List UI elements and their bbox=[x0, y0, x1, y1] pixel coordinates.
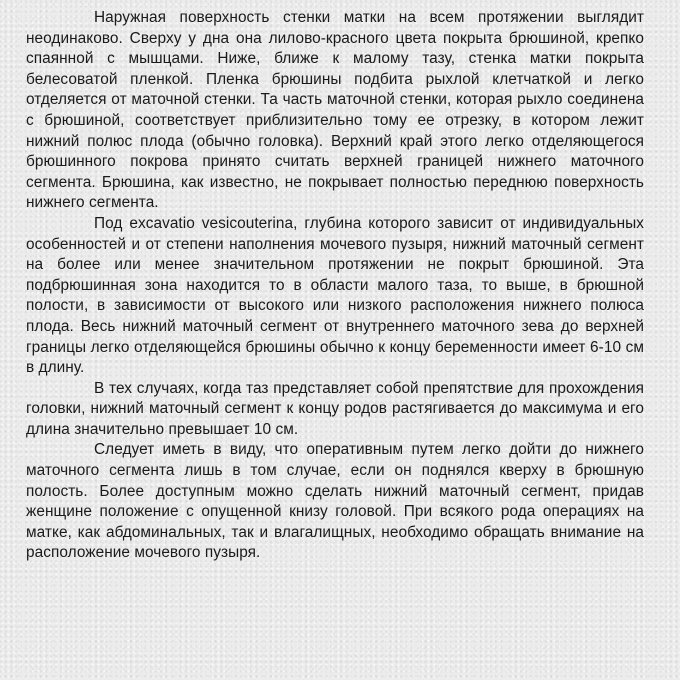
paragraph-outer-surface: Наружная поверхность стенки матки на всем протяжении выглядит неодинаково. Сверху у дна она лилово-красного цвета покрыта брюшиной, крепко спаянной с мышцами. Ниже, ближе к малому тазу, стенка матки покрыта белесоватой пленкой. Пленка брюшины подбита рыхлой клетчаткой и легко отделяется от маточной стенки. Та часть маточной стенки, которая рыхло соединена с брюшиной, соответствует приблизительно тому ее отрезку, в котором лежит нижний полюс плода (обычно головка). Верхний край этого легко отделяющегося брюшинного покрова принято считать верхней границей нижнего маточного сегмента. Брюшина, как известно, не покрывает полностью переднюю поверхность нижнего сегмента. bbox=[26, 9, 644, 212]
paragraph-operative-access: Следует иметь в виду, что оперативным путем легко дойти до нижнего маточного сегмента лишь в том случае, если он поднялся кверху в брюшную полость. Более доступным можно сделать нижний маточный сегмент, придав женщине положение с опущенной книзу головой. При всякого рода операциях на матке, как абдоминальных, так и влагалищных, необходимо обращать внимание на расположение мочевого пузыря. bbox=[26, 441, 644, 562]
paragraph-excavatio: Под excavatio vesicouterina, глубина которого зависит от индивидуальных особенностей и от степени наполнения мочевого пузыря, нижний маточный сегмент на более или менее значительном протяжении не покрыт брюшиной. Эта подбрюшинная зона находится то в области малого таза, то выше, в брюшной полости, в зависимости от высокого или низкого расположения нижнего полюса плода. Весь нижний маточный сегмент от внутреннего маточного зева до верхней границы легко отделяющейся брюшины обычно к концу беременности имеет 6-10 см в длину. bbox=[26, 214, 644, 377]
paragraph-pelvis-obstacle: В тех случаях, когда таз представляет собой препятствие для прохождения головки, нижний маточный сегмент к концу родов растягивается до максимума и его длина значительно превышает 10 см. bbox=[26, 379, 644, 438]
